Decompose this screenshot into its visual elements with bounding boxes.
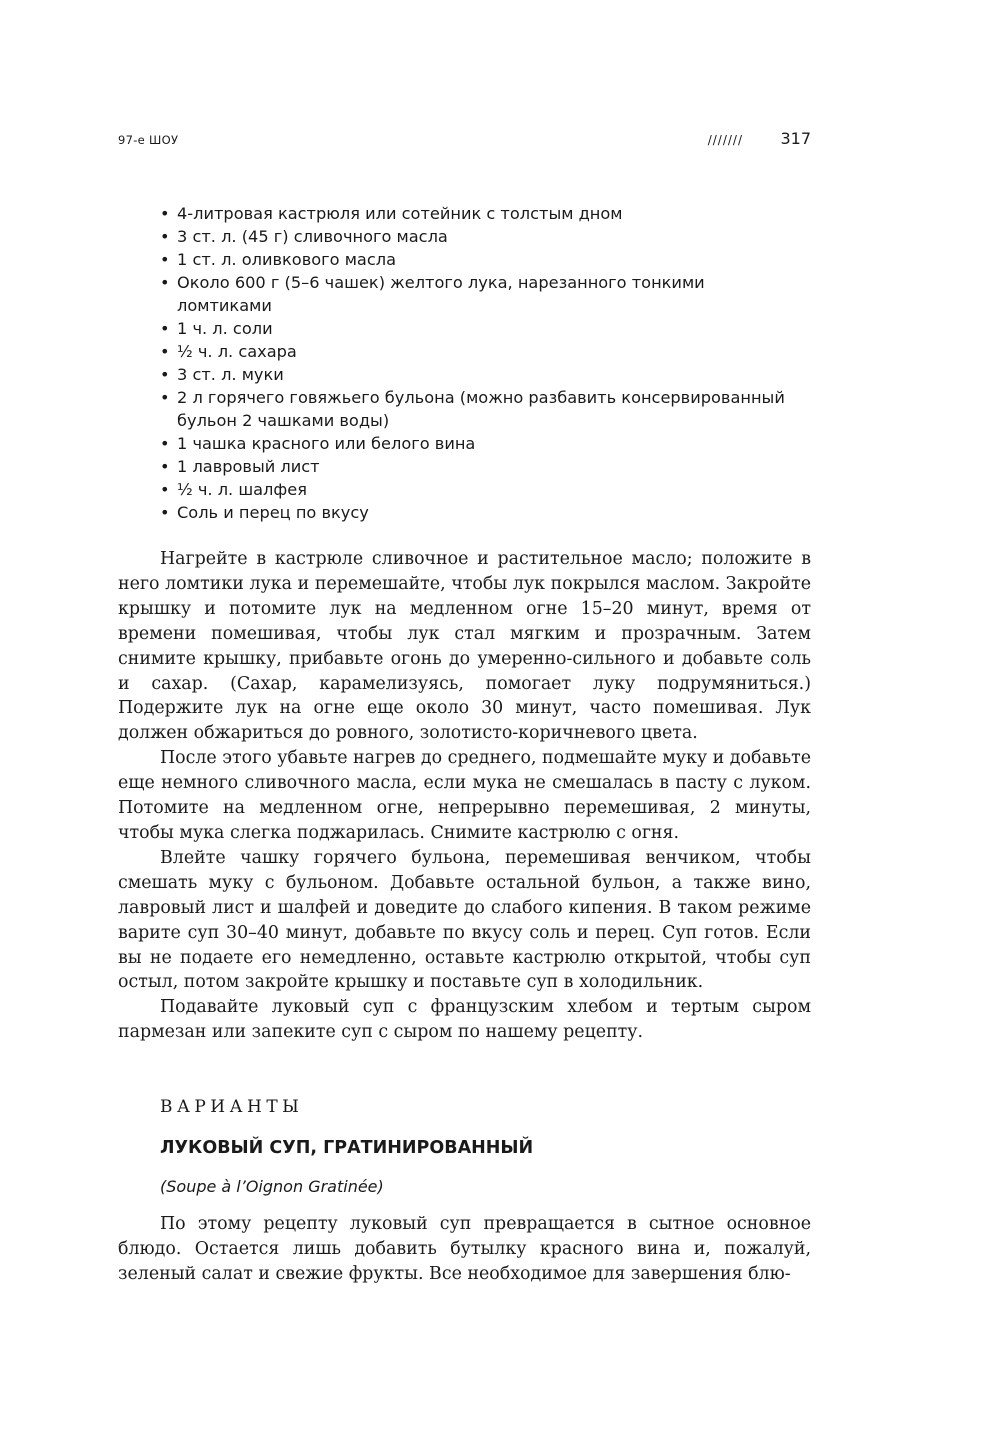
list-item: [160, 248, 800, 271]
list-item: [160, 455, 800, 478]
bullet-icon: •: [160, 319, 170, 338]
bullet-icon: •: [160, 250, 170, 269]
list-item: [160, 432, 800, 455]
ingredient-list: [160, 202, 800, 524]
paragraph: После этого убавьте нагрев до среднего, подмешайте муку и добавьте еще немного сливочного масла, если мука не смешалась в пасту с луком. Потомите на медленном огне, непрерывно перемешивая, 2 минуты, чтобы мука слегка поджарилась. Снимите кастрюлю с огня.: [118, 748, 811, 843]
ingredient-text: ½ ч. л. шалфея: [177, 480, 307, 499]
paragraph: По этому рецепту луковый суп превращается в сытное основное блюдо. Остается лишь добавить бутылку красного вина и, пожалуй, зеленый салат и свежие фрукты. Все необходимое для завершения блю-: [118, 1214, 811, 1284]
ingredient-text: 3 ст. л. муки: [177, 365, 284, 384]
variant-description: [118, 1212, 811, 1287]
list-item: [160, 478, 800, 501]
bullet-icon: •: [160, 273, 170, 292]
bullet-icon: •: [160, 227, 170, 246]
bullet-icon: •: [160, 434, 170, 453]
paragraph: Подавайте луковый суп с французским хлебом и тертым сыром пармезан или запеките суп с сыром по нашему рецепту.: [118, 997, 811, 1043]
ingredient-text: 1 ст. л. оливкового масла: [177, 250, 396, 269]
list-item: [160, 225, 800, 248]
list-item: [160, 340, 800, 363]
recipe-title: ЛУКОВЫЙ СУП, ГРАТИНИРОВАННЫЙ: [160, 1138, 534, 1158]
running-head: 97-е ШОУ: [118, 133, 179, 147]
bullet-icon: •: [160, 342, 170, 361]
ingredient-text: ½ ч. л. сахара: [177, 342, 297, 361]
list-item: [160, 202, 800, 225]
paragraph: Нагрейте в кастрюле сливочное и растительное масло; положите в него ломтики лука и перемешайте, чтобы лук покрылся маслом. Закройте крышку и потомите лук на медленном огне 15–20 минут, время от времени помешивая, чтобы лук стал мягким и прозрачным. Затем снимите крышку, прибавьте огонь до умеренно-сильного и добавьте соль и сахар. (Сахар, карамелизуясь, помогает луку подрумяниться.) Подержите лук на огне еще около 30 минут, часто помешивая. Лук должен обжариться до ровного, золотисто-коричневого цвета.: [118, 549, 811, 744]
list-item: [160, 363, 800, 386]
ingredient-text: 1 лавровый лист: [177, 457, 320, 476]
bullet-icon: •: [160, 365, 170, 384]
ingredient-text: 2 л горячего говяжьего бульона (можно разбавить консервированный бульон 2 чашками воды): [177, 388, 785, 430]
ingredient-text: 1 чашка красного или белого вина: [177, 434, 476, 453]
paragraph: Влейте чашку горячего бульона, перемешивая венчиком, чтобы смешать муку с бульоном. Добавьте остальной бульон, а также вино, лавровый лист и шалфей и доведите до слабого кипения. В таком режиме варите суп 30–40 минут, добавьте по вкусу соль и перец. Суп готов. Если вы не подаете его немедленно, оставьте кастрюлю открытой, чтобы суп остыл, потом закройте крышку и поставьте суп в холодильник.: [118, 847, 811, 993]
list-item: [160, 317, 800, 340]
page-header: [118, 128, 811, 152]
ingredient-text: 4-литровая кастрюля или сотейник с толстым дном: [177, 204, 623, 223]
page-number: 317: [780, 129, 811, 148]
ingredient-text: 3 ст. л. (45 г) сливочного масла: [177, 227, 448, 246]
recipe-instructions: [118, 547, 811, 1045]
bullet-icon: •: [160, 503, 170, 522]
recipe-subtitle: (Soupe à l’Oignon Gratinée): [160, 1177, 384, 1196]
bullet-icon: •: [160, 480, 170, 499]
ingredient-text: Соль и перец по вкусу: [177, 503, 369, 522]
bullet-icon: •: [160, 388, 170, 407]
variants-heading: ВАРИАНТЫ: [160, 1097, 304, 1117]
list-item: [160, 501, 800, 524]
header-slashes: ///////: [707, 133, 743, 147]
bullet-icon: •: [160, 204, 170, 223]
bullet-icon: •: [160, 457, 170, 476]
ingredient-text: Около 600 г (5–6 чашек) желтого лука, нарезанного тонкими ломтиками: [177, 273, 705, 315]
list-item: [160, 386, 800, 432]
list-item: [160, 271, 800, 317]
ingredient-text: 1 ч. л. соли: [177, 319, 273, 338]
